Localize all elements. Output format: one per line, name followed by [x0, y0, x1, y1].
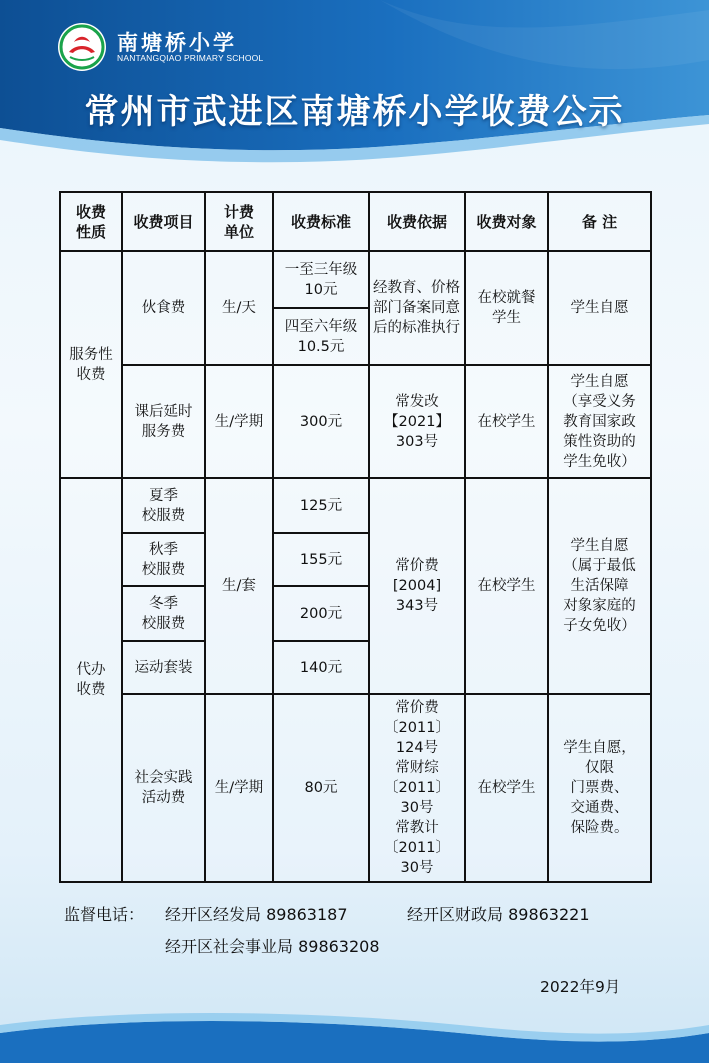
- item-uniform-winter: 冬季 校服费: [122, 586, 205, 641]
- nature-agency: 代办 收费: [60, 478, 122, 882]
- unit-uniform: 生/套: [205, 478, 273, 694]
- note-uniform: 学生自愿 （属于最低 生活保障 对象家庭的 子女免收）: [548, 478, 651, 694]
- item-meals: 伙食费: [122, 251, 205, 365]
- page-title: 常州市武进区南塘桥小学收费公示: [84, 92, 625, 132]
- bottom-wave-decoration: [0, 1003, 709, 1063]
- standard-meals-high: 四至六年级 10.5元: [273, 308, 369, 365]
- standard-uniform-autumn: 155元: [273, 533, 369, 586]
- header-note: 备 注: [548, 192, 651, 251]
- target-afterschool: 在校学生: [465, 365, 548, 478]
- standard-sports-suit: 140元: [273, 641, 369, 694]
- table-row: [60, 365, 651, 478]
- table-header-row: [60, 192, 651, 251]
- contact-econ-bureau: 经开区经发局 89863187: [165, 905, 348, 924]
- standard-meals-low: 一至三年级 10元: [273, 251, 369, 308]
- item-uniform-autumn: 秋季 校服费: [122, 533, 205, 586]
- contact-social-bureau: 经开区社会事业局 89863208: [165, 937, 380, 956]
- basis-practice: 常价费 〔2011〕 124号 常财综 〔2011〕 30号 常教计 〔2011〕 30号: [369, 694, 465, 882]
- header-banner: [0, 0, 709, 165]
- table-row: [60, 478, 651, 533]
- table-row: [60, 251, 651, 308]
- school-name-cn: 南塘桥小学: [117, 31, 237, 55]
- publish-date: 2022年9月: [540, 978, 621, 996]
- unit-afterschool: 生/学期: [205, 365, 273, 478]
- header-unit: 计费 单位: [205, 192, 273, 251]
- standard-uniform-summer: 125元: [273, 478, 369, 533]
- note-meals: 学生自愿: [548, 251, 651, 365]
- header-standard: 收费标准: [273, 192, 369, 251]
- basis-uniform: 常价费 [2004] 343号: [369, 478, 465, 694]
- unit-meals: 生/天: [205, 251, 273, 365]
- item-uniform-summer: 夏季 校服费: [122, 478, 205, 533]
- standard-uniform-winter: 200元: [273, 586, 369, 641]
- header-basis: 收费依据: [369, 192, 465, 251]
- basis-afterschool: 常发改 【2021】 303号: [369, 365, 465, 478]
- note-afterschool: 学生自愿 （享受义务 教育国家政 策性资助的 学生免收）: [548, 365, 651, 478]
- table-row: [60, 694, 651, 882]
- header-item: 收费项目: [122, 192, 205, 251]
- school-name-en: NANTANGQIAO PRIMARY SCHOOL: [117, 53, 264, 63]
- target-meals: 在校就餐 学生: [465, 251, 548, 365]
- item-sports-suit: 运动套装: [122, 641, 205, 694]
- basis-meals: 经教育、价格部门备案同意后的标准执行: [369, 251, 465, 365]
- school-logo: [57, 22, 107, 72]
- nature-service: 服务性 收费: [60, 251, 122, 478]
- fee-table: [59, 191, 652, 883]
- item-practice: 社会实践 活动费: [122, 694, 205, 882]
- supervision-label: 监督电话：: [64, 905, 145, 924]
- note-practice: 学生自愿， 仅限 门票费、 交通费、 保险费。: [548, 694, 651, 882]
- target-uniform: 在校学生: [465, 478, 548, 694]
- target-practice: 在校学生: [465, 694, 548, 882]
- header-target: 收费对象: [465, 192, 548, 251]
- standard-practice: 80元: [273, 694, 369, 882]
- header-nature: 收费 性质: [60, 192, 122, 251]
- standard-afterschool: 300元: [273, 365, 369, 478]
- item-afterschool: 课后延时 服务费: [122, 365, 205, 478]
- contact-finance-bureau: 经开区财政局 89863221: [407, 905, 590, 924]
- unit-practice: 生/学期: [205, 694, 273, 882]
